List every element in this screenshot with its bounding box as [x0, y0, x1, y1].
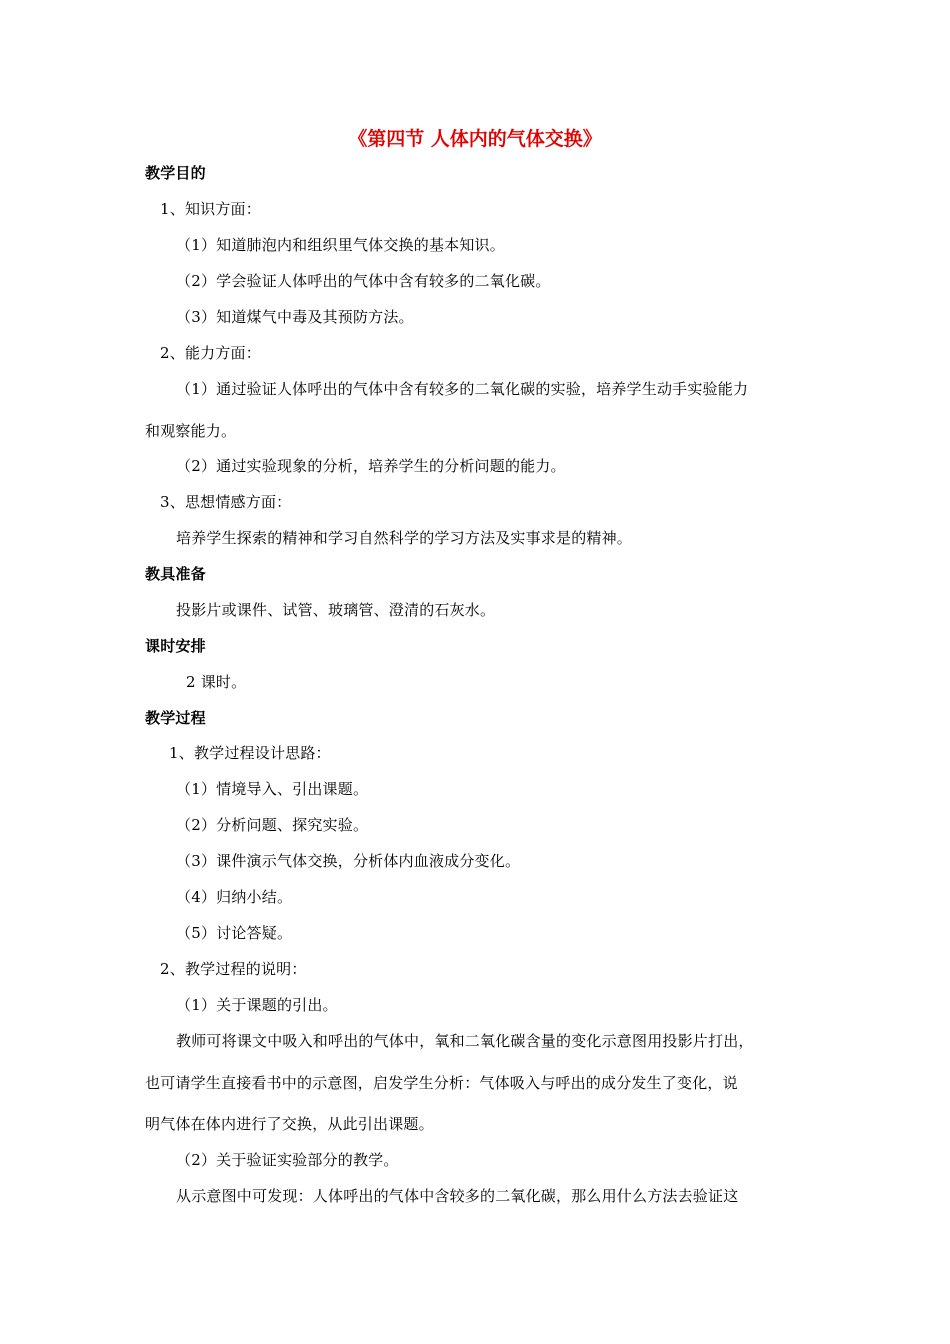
heading-class-hours: 课时安排 [145, 637, 206, 655]
aims-emotion-item: 培养学生探索的精神和学习自然科学的学习方法及实事求是的精神。 [176, 529, 633, 547]
class-hours-text: 2 课时。 [186, 673, 247, 691]
heading-teaching-tools: 教具准备 [145, 565, 206, 583]
process-explanation-paragraph-line-2: 也可请学生直接看书中的示意图，启发学生分析：气体吸入与呼出的成分发生了变化，说 [145, 1074, 738, 1092]
process-explanation: 2、教学过程的说明： [160, 960, 307, 978]
aims-emotion: 3、思想情感方面： [160, 493, 292, 511]
aims-ability-item-1-line-2: 和观察能力。 [145, 422, 237, 440]
aims-ability-item-1-line-1: （1）通过验证人体呼出的气体中含有较多的二氧化碳的实验，培养学生动手实验能力 [176, 380, 749, 398]
process-design-idea: 1、教学过程设计思路： [169, 744, 331, 762]
aims-knowledge-item-3: （3）知道煤气中毒及其预防方法。 [176, 308, 414, 326]
aims-knowledge-item-2: （2）学会验证人体呼出的气体中含有较多的二氧化碳。 [176, 272, 551, 290]
heading-teaching-process: 教学过程 [145, 709, 206, 727]
document-title: 《第四节 人体内的气体交换》 [348, 128, 602, 150]
process-explanation-item-2-paragraph: 从示意图中可发现：人体呼出的气体中含较多的二氧化碳，那么用什么方法去验证这 [176, 1187, 739, 1205]
teaching-tools-text: 投影片或课件、试管、玻璃管、澄清的石灰水。 [176, 601, 496, 619]
process-step-4: （4）归纳小结。 [176, 888, 293, 906]
aims-ability: 2、能力方面： [160, 344, 261, 362]
process-step-5: （5）讨论答疑。 [176, 924, 293, 942]
process-explanation-item-1: （1）关于课题的引出。 [176, 996, 338, 1014]
aims-ability-item-2: （2）通过实验现象的分析，培养学生的分析问题的能力。 [176, 457, 566, 475]
heading-teaching-aims: 教学目的 [145, 164, 206, 182]
process-explanation-paragraph-line-1: 教师可将课文中吸入和呼出的气体中，氧和二氧化碳含量的变化示意图用投影片打出， [176, 1032, 754, 1050]
process-step-2: （2）分析问题、探究实验。 [176, 816, 369, 834]
process-step-3: （3）课件演示气体交换，分析体内血液成分变化。 [176, 852, 521, 870]
aims-knowledge: 1、知识方面： [160, 200, 261, 218]
process-explanation-paragraph-line-3: 明气体在体内进行了交换，从此引出课题。 [145, 1115, 434, 1133]
process-step-1: （1）情境导入、引出课题。 [176, 780, 369, 798]
aims-knowledge-item-1: （1）知道肺泡内和组织里气体交换的基本知识。 [176, 236, 505, 254]
process-explanation-item-2: （2）关于验证实验部分的教学。 [176, 1151, 399, 1169]
